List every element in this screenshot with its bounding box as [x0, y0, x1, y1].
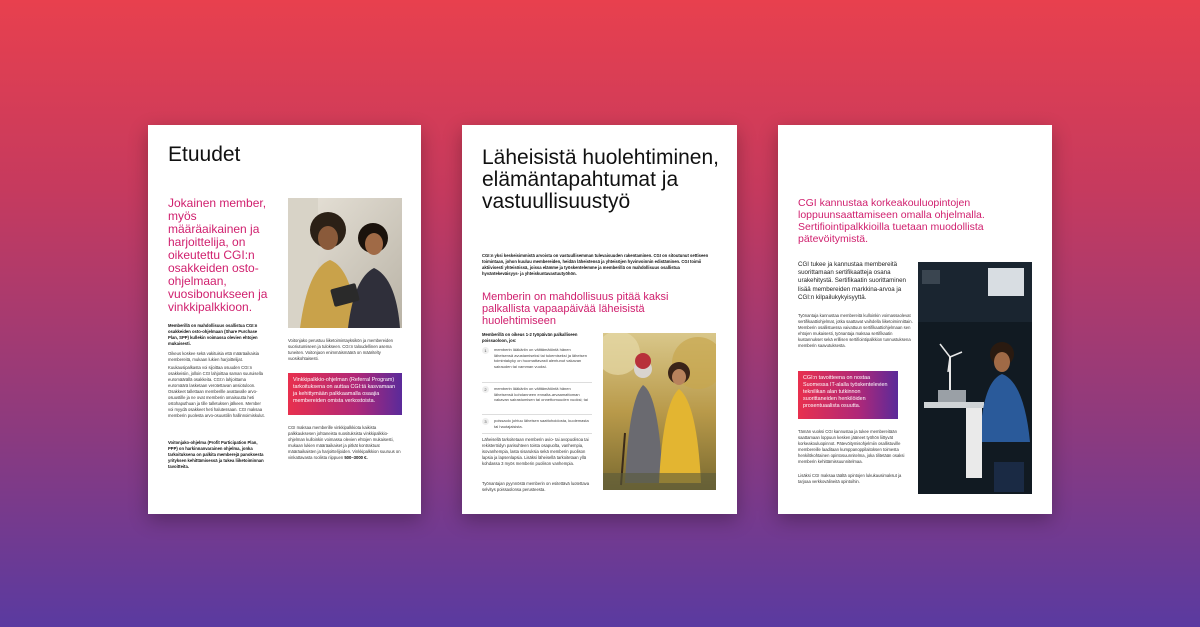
list-divider: [482, 414, 592, 415]
photo-two-women-tablet: [288, 198, 402, 328]
lead-text: Jokainen member, myös määräaikainen ja harjoittelija, on oikeutettu CGI:n osakkeiden osto-ohjelmaan, vuosibonukseen ja vinkkipalkkioon.: [168, 196, 268, 314]
list-intro: Memberillä on oikeus 1-2 työpäivän palkalliseen poissaoloon, jos:: [482, 332, 578, 343]
lead-text: CGI kannustaa korkeakouluopintojen loppuunsaattamiseen omalla ohjelmalla. Sertifiointipalkkioilla tuetaan muodollista pätevöitymistä.: [798, 197, 985, 245]
photo-elderly-woman-walking: [603, 333, 716, 490]
body-bold-1: Memberillä on mahdollisuus osallistua CGI:n osakkeiden osto-ohjelmaan (Share Purchase Plan, SPP) kullekin voimassa olevien ehtojen mukaisesti.: [168, 323, 258, 346]
list-item-text: poissaolo johtuu läheisen saattohoidosta, kuolemasta tai hautajaisista.: [494, 418, 589, 429]
callout-box: Vinkkipalkkio-ohjelman (Referral Program) tarkoituksena on auttaa CGI:tä kasvamaan ja kehittymään palkkaamalla osaajia membereiden omista verkostoista.: [288, 373, 402, 415]
mid-text: CGI tukee ja kannustaa membereitä suorittamaan sertifikaatteja osana urakehitystä. Sertifikaatin suorittaminen lisää membereiden markkina-arvoa ja CGI:n kilpailukykyisyyttä.: [798, 261, 906, 301]
document-page-caregiving: [462, 125, 737, 514]
list-item: [482, 418, 592, 432]
list-item-text: memberin lääkäriin on välttämätöntä hänen läheisensä kohdanneen ennalta-arvaamattoman vakavan sairastumisen tai onnettomuuden vuoksi; tai: [494, 386, 588, 403]
list-divider: [482, 382, 592, 383]
right-body-text-2-amount: 500–3000 €.: [344, 455, 368, 460]
callout-box: CGI:n tavoitteena on nostaa Suomessa IT-alalla työskentelevien teknilikan alan tutkinnon suorittaneiden henkilöiden prosentuaalista osuutta.: [798, 371, 898, 419]
list-item-text: memberin lääkäriin on välttämätöntä hänen läheisensä avustamiseksi tai tukemiseksi ja läheisen toimintakyky on huomattavasti alentunut vakavan sairauden tai vamman vuoksi.: [494, 347, 587, 369]
list-item: [482, 347, 592, 381]
list-divider: [482, 433, 592, 434]
body-text-3: Lisäksi CGI maksaa täältä opintojen lukukausimaksut ja tarjoaa verkkovälineitä opintoihin.: [798, 473, 902, 484]
body-text-1: Oikeus koskee sekä vakituisia että määräaikaisia membereitä, mukaan lukien harjoittelijat.: [168, 351, 260, 362]
list-number: 1: [482, 347, 489, 354]
photo-man-laptop-windmill: [918, 262, 1032, 494]
body-text-note: Työnantajan pyynnöstä memberin on esitettävä luotettava selvitys poissaolonsa perusteesta.: [482, 481, 590, 492]
page-title: Etuudet: [168, 143, 241, 166]
lead-text: Memberin on mahdollisuus pitää kaksi palkallista vapaapäivää läheisistä huolehtimiseen: [482, 291, 669, 327]
list-item: [482, 386, 592, 414]
page-title: Läheisistä huolehtiminen, elämäntapahtumat ja vastuullisuustyö: [482, 146, 719, 213]
document-page-benefits: [148, 125, 421, 514]
intro-text: CGI:n yksi keskeisimmistä arvoista on vastuullisemman tulevaisuuden rakentaminen. CGI on sitoutunut settiseen toimintaan, johon kuuluu membereiden, heidän läheistensä ja yhteisöjen hyvinvoinnin edistäminen. CGI toimii aktiivisesti yhteisöissä, joissa elämme ja työskentelemme ja memberillä on mahdollisuus osallistua hyväntekeväisyys- ja yhteiskuntavastuutyöhön.: [482, 253, 709, 276]
body-text-1: Työnantaja kannustaa membereitä kulloinkin voimassaolevat sertifikaattiohjelmat, jotka saattavat vaihdella liiketoiminnittain. Memberin osallistuessa vaivattuun sertifikaattiohjelmaan sen ehtojen mukaisesti, työnantaja maksaa sertifikaatin kustannukset sekä erillisen sertifiointipalkkion tunnustuksena memberin saavutuksesta.: [798, 313, 913, 348]
document-page-education: [778, 125, 1052, 514]
right-body-text: Voitonjako perustuu liiketoimintayksikön ja membereiden suoriutumiseen ja tulokseen. CGI:n taloudellinen asema tuneiten. Voitonjaon enimmäismäärä on määritelty vuosikohtaisesti.: [288, 338, 393, 361]
body-text-2: Tämän vuoksi CGI kannustaa ja tukee membereitään saattamaan loppuun kesken jääneet työhön liittyvät korkeakouluopinnot. Pätevöitymisohjelmiin osallistuville membereille laaditaan kumppanoppilaitoksen toimesta henkilökohtainen opintosuunnitelma, joka tilitetään osaksi memberin kehittämissuunnitelmaa.: [798, 429, 905, 464]
right-body-text-2: [288, 425, 402, 461]
list-number: 2: [482, 386, 489, 393]
right-body-text-2-main: CGI maksaa memberille vinkkipalkkiota kaikista palkkauksesen johtaneista suosituksista vinkkipalkkio-ohjelman kulloinkin voimassa olevien ehtojen mukaisesti, mukaan lukien määräaikaiset ja pitkät kontraktuat määräaikaisten ja harjoittelijoiden. Vinkkipalkkion suuruus on vinkattavasta roolista riippuen: [288, 425, 401, 460]
body-text-2: Kuukausipalkasta voi sijoittaa osuuden CGI:n osakkeisiin, jolloin CGI lahjoittaa saman suuruisella euromäärällä osakkeita. CGI:n lahjoittama euromäärä lasketaan verotettavan ansiotuloon. Osakkeet tallettaan memberille avattavalle arvo-osuustille ja ne ovat memberin omaisuutta heti ostohaputhuan ja tille talletuksen jälkeen. Member voi myydä osakkeet heti halutessaan. CGI maksaa memberin puolesta arvo-osuustilin hallinnoimiskulut.: [168, 365, 265, 418]
body-bold-2: Voitonjako-ohjelma (Profit Participation Plan, PPP) on harkinnanvarainen ohjelma, jonka tarkoituksena on palkita memberejä panoksesta yrityksen kehittämisessä ja tukea liiketoiminnan tavoitteita.: [168, 440, 264, 469]
list-number: 3: [482, 418, 489, 425]
body-text-after-list: Läheisellä tarkoitetaan memberin avio- tai avopuolisoa tai rekisteröidyn parisuhteen toista osapuolta, vanhempia, isovanhempia, lasta sisaruksia sekä memberin puolison lapsia ja lapsenlapsia. Lisäksi läheisellä tarkoitetaan yllä kohdassa 3 myös memberin puolison vanhempia.: [482, 437, 589, 466]
